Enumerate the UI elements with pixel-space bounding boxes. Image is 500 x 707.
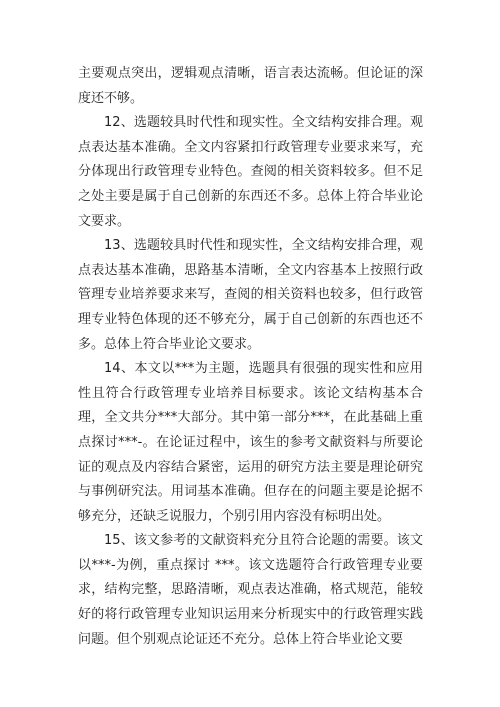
paragraph-15: 15、该文参考的文献资料充分且符合论题的需要。该文以***-为例，重点探讨 ***。该文选题符合行政管理专业要求，结构完整，思路清晰，观点表达准确，格式规范，能较好的将行政管理专业知识运用来分析现实中的行政管理实践问题。但个别观点论证还不充分。总体上符合毕业论文要	[78, 533, 423, 647]
document-body	[78, 62, 423, 652]
paragraph-12: 12、选题较具时代性和现实性。全文结构安排合理。观点表达基本准确。全文内容紧扣行政管理专业要求来写，充分体现出行政管理专业特色。查阅的相关资料较多。但不足之处主要是属于自己创新的东西还不多。总体上符合毕业论文要求。	[78, 115, 423, 229]
paragraph-14: 14、本文以***为主题，选题具有很强的现实性和应用性且符合行政管理专业培养目标要求。该论文结构基本合理，全文共分***大部分。其中第一部分***，在此基础上重点探讨***-。在论证过程中，该生的参考文献资料与所要论证的观点及内容结合紧密，运用的研究方法主要是理论研究与事例研究法。用词基本准确。但存在的问题主要是论据不够充分，还缺乏说服力，个别引用内容没有标明出处。	[78, 361, 423, 524]
paragraph-13: 13、选题较具时代性和现实性，全文结构安排合理，观点表达基本准确，思路基本清晰，全文内容基本上按照行政管理专业培养要求来写，查阅的相关资料也较多，但行政管理专业特色体现的还不够充分，属于自己创新的东西也还不多。总体上符合毕业论文要求。	[78, 238, 423, 352]
paragraph-continuation: 主要观点突出，逻辑观点清晰，语言表达流畅。但论证的深度还不够。	[78, 66, 423, 106]
